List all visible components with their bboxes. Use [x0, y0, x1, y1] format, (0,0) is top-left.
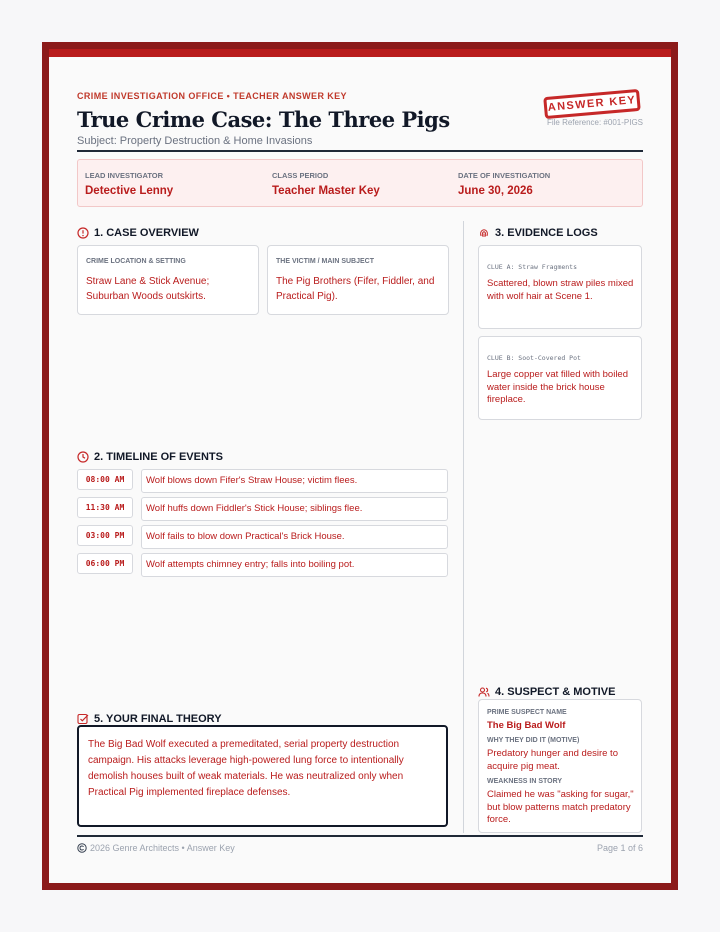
- case-overview-heading: [77, 227, 199, 239]
- investigator-value: Detective Lenny: [85, 185, 174, 197]
- fingerprint-icon: [478, 227, 490, 239]
- victim-value: The Pig Brothers (Fifer, Fiddler, and Practical Pig).: [276, 276, 435, 302]
- suspect-name-label: PRIME SUSPECT NAME: [487, 709, 567, 716]
- checkbox-icon: [77, 713, 89, 725]
- evidence-logs-heading: [478, 227, 598, 239]
- timeline-time: 11:30 AM: [77, 497, 133, 518]
- header-divider: [77, 150, 643, 152]
- final-theory-title: 5. YOUR FINAL THEORY: [94, 713, 222, 725]
- clock-icon: [77, 451, 89, 463]
- clue-b-text: Large copper vat filled with boiled water inside the brick house fireplace.: [487, 369, 629, 405]
- clue-a-card: [478, 245, 642, 329]
- footer-divider: [77, 835, 643, 837]
- class-period-label: CLASS PERIOD: [272, 171, 329, 180]
- motive-label: WHY THEY DID IT (MOTIVE): [487, 737, 580, 744]
- timeline-event: Wolf attempts chimney entry; falls into boiling pot.: [141, 553, 448, 577]
- alert-circle-icon: [77, 227, 89, 239]
- clue-a-text: Scattered, blown straw piles mixed with wolf hair at Scene 1.: [487, 278, 634, 302]
- worksheet-page: [42, 42, 678, 890]
- class-period-field: [265, 160, 453, 208]
- worksheet-content: [77, 49, 643, 883]
- suspect-name-value: The Big Bad Wolf: [487, 720, 566, 731]
- victim-card: [267, 245, 449, 315]
- location-label: CRIME LOCATION & SETTING: [86, 258, 186, 265]
- timeline-heading: [77, 451, 223, 463]
- page-subtitle: Subject: Property Destruction & Home Invasions: [77, 135, 313, 147]
- final-theory-heading: [77, 713, 222, 725]
- case-info-bar: [77, 159, 643, 207]
- answer-key-stamp: ANSWER KEY: [543, 89, 641, 119]
- investigator-label: LEAD INVESTIGATOR: [85, 171, 164, 180]
- timeline-title: 2. TIMELINE OF EVENTS: [94, 451, 223, 463]
- weakness-value: Claimed he was "asking for sugar," but blow patterns match predatory force.: [487, 789, 634, 825]
- final-theory-text: The Big Bad Wolf executed a premeditated, serial property destruction campaign. His attacks leverage high-powered lung force to intentionally demolish houses built of weak materials. He was neutralized only when Practical Pig implemented fireplace defenses.: [88, 739, 404, 798]
- victim-label: THE VICTIM / MAIN SUBJECT: [276, 258, 375, 265]
- office-label: CRIME INVESTIGATION OFFICE • TEACHER ANSWER KEY: [77, 91, 347, 101]
- weakness-label: WEAKNESS IN STORY: [487, 778, 563, 785]
- clue-b-card: [478, 336, 642, 420]
- column-divider: [463, 221, 464, 833]
- location-value: Straw Lane & Stick Avenue; Suburban Woods outskirts.: [86, 276, 210, 302]
- case-overview-title: 1. CASE OVERVIEW: [94, 227, 199, 239]
- evidence-logs-title: 3. EVIDENCE LOGS: [495, 227, 598, 239]
- suspect-motive-heading: [478, 686, 615, 698]
- suspect-card: [478, 699, 642, 833]
- date-value: June 30, 2026: [458, 185, 533, 197]
- timeline-event: Wolf fails to blow down Practical's Brick House.: [141, 525, 448, 549]
- clue-b-label: CLUE B: Soot-Covered Pot: [487, 354, 581, 362]
- timeline-event: Wolf huffs down Fiddler's Stick House; siblings flee.: [141, 497, 448, 521]
- footer-left: [77, 843, 235, 853]
- class-period-value: Teacher Master Key: [272, 185, 380, 197]
- location-card: [77, 245, 259, 315]
- users-icon: [478, 686, 490, 698]
- timeline-event: Wolf blows down Fifer's Straw House; victim flees.: [141, 469, 448, 493]
- page-number: Page 1 of 6: [596, 843, 643, 853]
- final-theory-box: [77, 725, 448, 827]
- copyright-icon: [77, 843, 87, 853]
- investigator-field: [78, 160, 266, 208]
- timeline-time: 08:00 AM: [77, 469, 133, 490]
- clue-a-label: CLUE A: Straw Fragments: [487, 263, 578, 271]
- timeline-time: 06:00 PM: [77, 553, 133, 574]
- date-field: [451, 160, 641, 208]
- file-reference: File Reference: #001-PIGS: [546, 118, 643, 127]
- footer-copyright: 2026 Genre Architects • Answer Key: [90, 843, 235, 853]
- date-label: DATE OF INVESTIGATION: [458, 171, 551, 180]
- timeline-time: 03:00 PM: [77, 525, 133, 546]
- motive-value: Predatory hunger and desire to acquire pig meat.: [487, 748, 618, 772]
- page-title: True Crime Case: The Three Pigs: [77, 107, 450, 132]
- suspect-motive-title: 4. SUSPECT & MOTIVE: [495, 686, 616, 698]
